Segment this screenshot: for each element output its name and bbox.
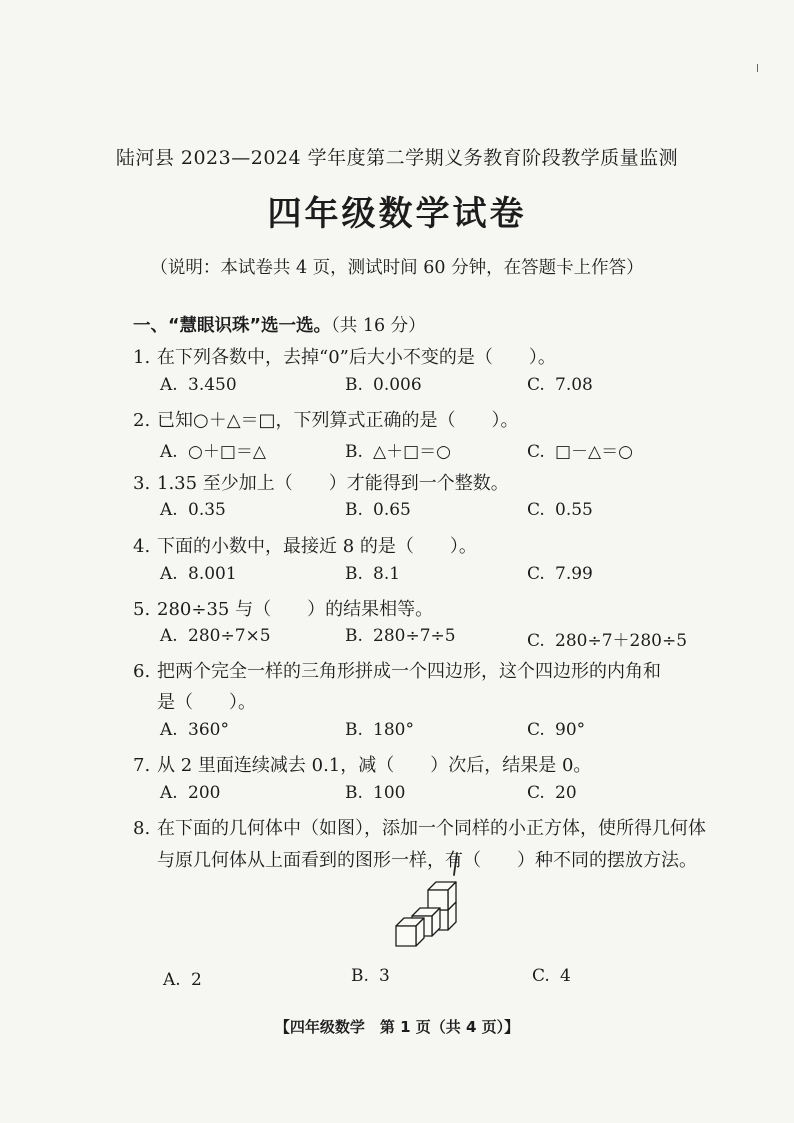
section-heading — [133, 312, 426, 337]
section-title: 一、“慧眼识珠”选一选。 — [133, 316, 332, 336]
q1-option-a: A. 3.450 — [160, 375, 237, 395]
question-text: 1.35 至少加上（ ）才能得到一个整数。 — [157, 473, 509, 494]
q5-option-a: A. 280÷7×5 — [160, 626, 271, 646]
q8-option-b: B. 3 — [351, 966, 390, 986]
question-number: 4. — [133, 536, 151, 557]
q3-option-b: B. 0.65 — [345, 500, 411, 520]
q7-option-c: C. 20 — [527, 783, 577, 803]
question-6 — [133, 657, 661, 683]
q1-option-c: C. 7.08 — [527, 375, 593, 395]
question-text: 把两个完全一样的三角形拼成一个四边形，这个四边形的内角和 — [157, 661, 661, 682]
exam-note: （说明：本试卷共 4 页，测试时间 60 分钟，在答题卡上作答） — [150, 258, 644, 278]
q1-option-b: B. 0.006 — [345, 375, 422, 395]
q4-option-b: B. 8.1 — [345, 564, 401, 584]
question-1 — [133, 343, 556, 369]
question-text: 已知○＋△＝□，下列算式正确的是（ ）。 — [157, 410, 519, 431]
q6-option-c: C. 90° — [527, 720, 586, 740]
question-number: 2. — [133, 410, 151, 431]
question-text: 在下面的几何体中（如图），添加一个同样的小正方体，使所得几何体 — [157, 818, 706, 839]
question-text: 在下列各数中，去掉“0”后大小不变的是（ ）。 — [157, 347, 556, 368]
exam-title: 四年级数学试卷 — [267, 194, 527, 234]
scan-mark — [757, 64, 758, 72]
q3-option-c: C. 0.55 — [527, 500, 593, 520]
q6-option-a: A. 360° — [160, 720, 229, 740]
question-number: 8. — [133, 818, 151, 839]
question-text: 从 2 里面连续减去 0.1，减（ ）次后，结果是 0。 — [157, 755, 592, 776]
question-number: 1. — [133, 347, 151, 368]
q8-option-c: C. 4 — [532, 966, 571, 986]
question-7 — [133, 751, 591, 777]
q5-option-c: C. 280÷7＋280÷5 — [527, 631, 688, 651]
question-number: 5. — [133, 599, 151, 620]
question-6-continued: 是（ ）。 — [157, 692, 256, 713]
q2-option-c: C. □－△＝○ — [527, 442, 633, 462]
handwritten-pen-mark — [451, 851, 461, 877]
q4-option-a: A. 8.001 — [160, 564, 237, 584]
q6-option-b: B. 180° — [345, 720, 414, 740]
q3-option-a: A. 0.35 — [160, 500, 226, 520]
section-points: （共 16 分） — [331, 316, 426, 336]
exam-supertitle: 陆河县 2023—2024 学年度第二学期义务教育阶段教学质量监测 — [115, 147, 679, 169]
question-text: 280÷35 与（ ）的结果相等。 — [157, 599, 434, 620]
question-8-continued: 与原几何体从上面看到的图形一样，有（ ）种不同的摆放方法。 — [157, 850, 697, 871]
q5-option-b: B. 280÷7÷5 — [345, 626, 456, 646]
q7-option-a: A. 200 — [160, 783, 221, 803]
question-number: 6. — [133, 661, 151, 682]
page-footer: 【四年级数学 第 1 页（共 4 页）】 — [274, 1018, 520, 1036]
q7-option-b: B. 100 — [345, 783, 406, 803]
question-text: 下面的小数中，最接近 8 的是（ ）。 — [157, 536, 477, 557]
question-3 — [133, 469, 509, 495]
q8-option-a: A. 2 — [163, 970, 202, 990]
cube-figure — [392, 880, 460, 950]
question-2 — [133, 406, 519, 432]
q4-option-c: C. 7.99 — [527, 564, 593, 584]
q2-option-a: A. ○＋□＝△ — [160, 442, 266, 462]
question-5 — [133, 595, 433, 621]
question-number: 3. — [133, 473, 151, 494]
question-8 — [133, 814, 706, 840]
q2-option-b: B. △＋□＝○ — [345, 442, 451, 462]
question-number: 7. — [133, 755, 151, 776]
question-4 — [133, 532, 477, 558]
